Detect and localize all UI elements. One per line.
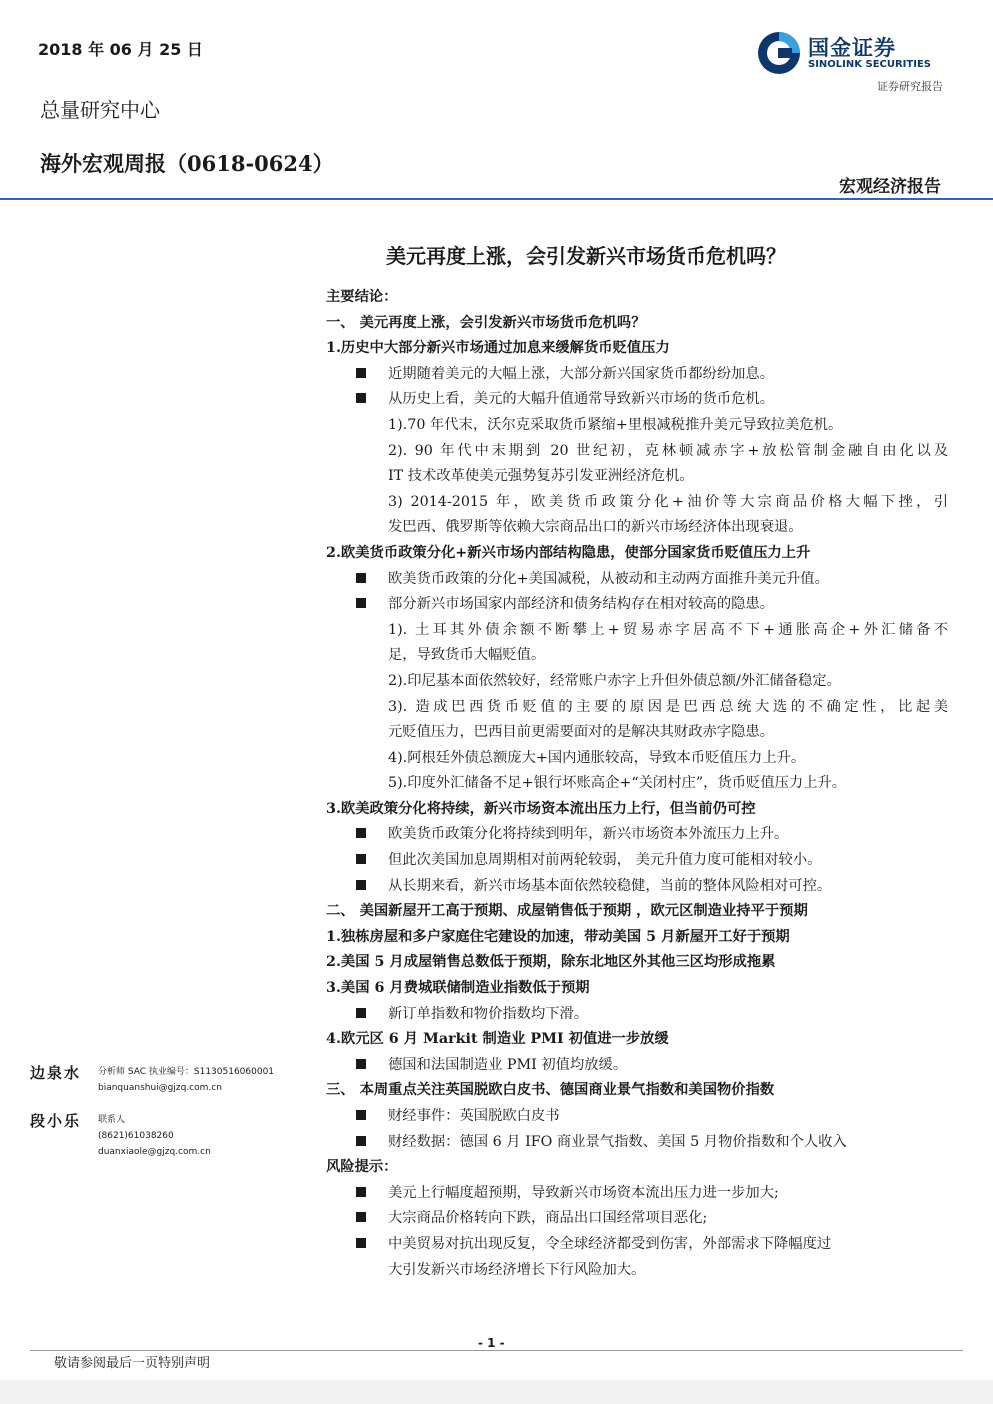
square-bullet-icon [356,393,366,403]
bullet-item: 从长期来看，新兴市场基本面依然较稳健，当前的整体风险相对可控。 [326,874,948,900]
contact-card [30,1110,211,1157]
indented-text: IT 技术改革使美元强势复苏引发亚洲经济危机。 [388,468,694,485]
bullet-item: 大宗商品价格转向下跌，商品出口国经常项目恶化; [326,1206,948,1232]
square-bullet-icon [356,1187,366,1197]
bullet-item: 美元上行幅度超预期，导致新兴市场资本流出压力进一步加大; [326,1181,948,1207]
square-bullet-icon [356,1008,366,1018]
square-bullet-icon [356,1110,366,1120]
analyst-sac-number: 分析师 SAC 执业编号：S1130516060001 [98,1067,275,1077]
section-heading: 一、 美元再度上涨，会引发新兴市场货币危机吗？ [326,314,646,331]
logo-en-text: SINOLINK SECURITIES [808,59,931,70]
indented-text: 2). 90 年代中末期到 20 世纪初，克林顿减赤字+放松管制金融自由化以及 [388,442,948,459]
bullet-item: 但此次美国加息周期相对前两轮较弱， 美元升值力度可能相对较小。 [326,848,948,874]
square-bullet-icon [356,880,366,890]
sub-heading: 3.美国 6 月费城联储制造业指数低于预期 [326,980,590,997]
indented-text: 元贬值压力，巴西目前更需要面对的是解决其财政赤字隐患。 [388,724,775,741]
bullet-item: 近期随着美元的大幅上涨，大部分新兴国家货币都纷纷加息。 [326,362,948,388]
risk-heading: 风险提示： [326,1159,398,1176]
analyst-card [30,1062,275,1093]
sub-heading: 2.美国 5 月成屋销售总数低于预期，除东北地区外其他三区均形成拖累 [326,954,776,971]
report-date: 2018 年 06 月 25 日 [38,40,203,59]
section-heading: 三、 本周重点关注英国脱欧白皮书、德国商业景气指数和美国物价指数 [326,1082,775,1099]
indented-text: 3). 造成巴西货币贬值的主要的原因是巴西总统大选的不确定性，比起美 [388,698,948,715]
sub-heading: 2.欧美货币政策分化+新兴市场内部结构隐患，使部分国家货币贬值压力上升 [326,544,811,561]
square-bullet-icon [356,854,366,864]
square-bullet-icon [356,573,366,583]
indented-text: 1).70 年代末，沃尔克采取货币紧缩+里根减税推升美元导致拉美危机。 [388,416,843,433]
indented-text: 足，导致货币大幅贬值。 [388,647,546,664]
bullet-item: 从历史上看，美元的大幅升值通常导致新兴市场的货币危机。 [326,387,948,413]
footer-divider [30,1350,963,1351]
square-bullet-icon [356,1212,366,1222]
logo-mark-icon [756,30,802,76]
company-logo [756,30,946,76]
bullet-item: 新订单指数和物价指数均下滑。 [326,1002,948,1028]
summary-body [326,285,948,1283]
report-category: 证券研究报告 [877,80,943,93]
contact-name: 段小乐 [30,1112,82,1130]
square-bullet-icon [356,828,366,838]
indented-text: 大引发新兴市场经济增长下行风险加大。 [388,1261,646,1278]
square-bullet-icon [356,1136,366,1146]
contact-email[interactable]: duanxiaole@gjzq.com.cn [98,1147,211,1157]
bullet-item: 部分新兴市场国家内部经济和债务结构存在相对较高的隐患。 [326,592,948,618]
sub-heading: 1.历史中大部分新兴市场通过加息来缓解货币贬值压力 [326,340,670,357]
disclaimer-note: 敬请参阅最后一页特别声明 [54,1356,211,1371]
logo-cn-text: 国金证券 [808,36,896,60]
analyst-email[interactable]: bianquanshui@gjzq.com.cn [98,1083,222,1093]
indented-text: 4).阿根廷外债总额庞大+国内通胀较高，导致本币贬值压力上升。 [388,749,806,766]
indented-text: 3) 2014-2015 年，欧美货币政策分化+油价等大宗商品价格大幅下挫，引 [388,493,948,510]
bullet-item: 中美贸易对抗出现反复，令全球经济都受到伤害，外部需求下降幅度过 [326,1232,948,1258]
bullet-item: 欧美货币政策的分化+美国减税，从被动和主动两方面推升美元升值。 [326,567,948,593]
section-heading: 主要结论： [326,289,398,305]
section-heading: 二、 美国新屋开工高于预期、成屋销售低于预期 ，欧元区制造业持平于预期 [326,903,808,920]
contact-phone: (8621)61038260 [98,1131,174,1141]
sub-heading: 3.欧美政策分化将持续，新兴市场资本流出压力上行，但当前仍可控 [326,800,756,817]
main-title: 美元再度上涨，会引发新兴市场货币危机吗？ [386,244,786,268]
bullet-item: 德国和法国制造业 PMI 初值均放缓。 [326,1053,948,1079]
bullet-item: 欧美货币政策分化将持续到明年，新兴市场资本外流压力上升。 [326,822,948,848]
indented-text: 2).印尼基本面依然较好，经常账户赤字上升但外债总额/外汇储备稳定。 [388,672,841,689]
header-divider [0,198,993,200]
indented-text: 发巴西、俄罗斯等依赖大宗商品出口的新兴市场经济体出现衰退。 [388,519,803,536]
page-number: - 1 - [478,1336,505,1350]
indented-text: 1). 土耳其外债余额不断攀上+贸易赤字居高不下+通胀高企+外汇储备不 [388,621,948,638]
research-center: 总量研究中心 [40,98,160,122]
square-bullet-icon [356,1059,366,1069]
footer-bar [0,1380,993,1404]
square-bullet-icon [356,1238,366,1248]
indented-text: 5).印度外汇储备不足+银行坏账高企+“关闭村庄”，货币贬值压力上升。 [388,775,847,792]
bullet-item: 财经事件：英国脱欧白皮书 [326,1104,948,1130]
report-type: 宏观经济报告 [839,177,941,197]
sub-heading: 4.欧元区 6 月 Markit 制造业 PMI 初值进一步放缓 [326,1031,669,1048]
analyst-name: 边泉水 [30,1064,82,1082]
sub-heading: 1.独栋房屋和多户家庭住宅建设的加速，带动美国 5 月新屋开工好于预期 [326,928,790,945]
square-bullet-icon [356,368,366,378]
report-series-title: 海外宏观周报（0618-0624） [40,151,334,176]
contact-role: 联系人 [98,1115,126,1125]
bullet-item: 财经数据：德国 6 月 IFO 商业景气指数、美国 5 月物价指数和个人收入 [326,1130,948,1156]
square-bullet-icon [356,598,366,608]
